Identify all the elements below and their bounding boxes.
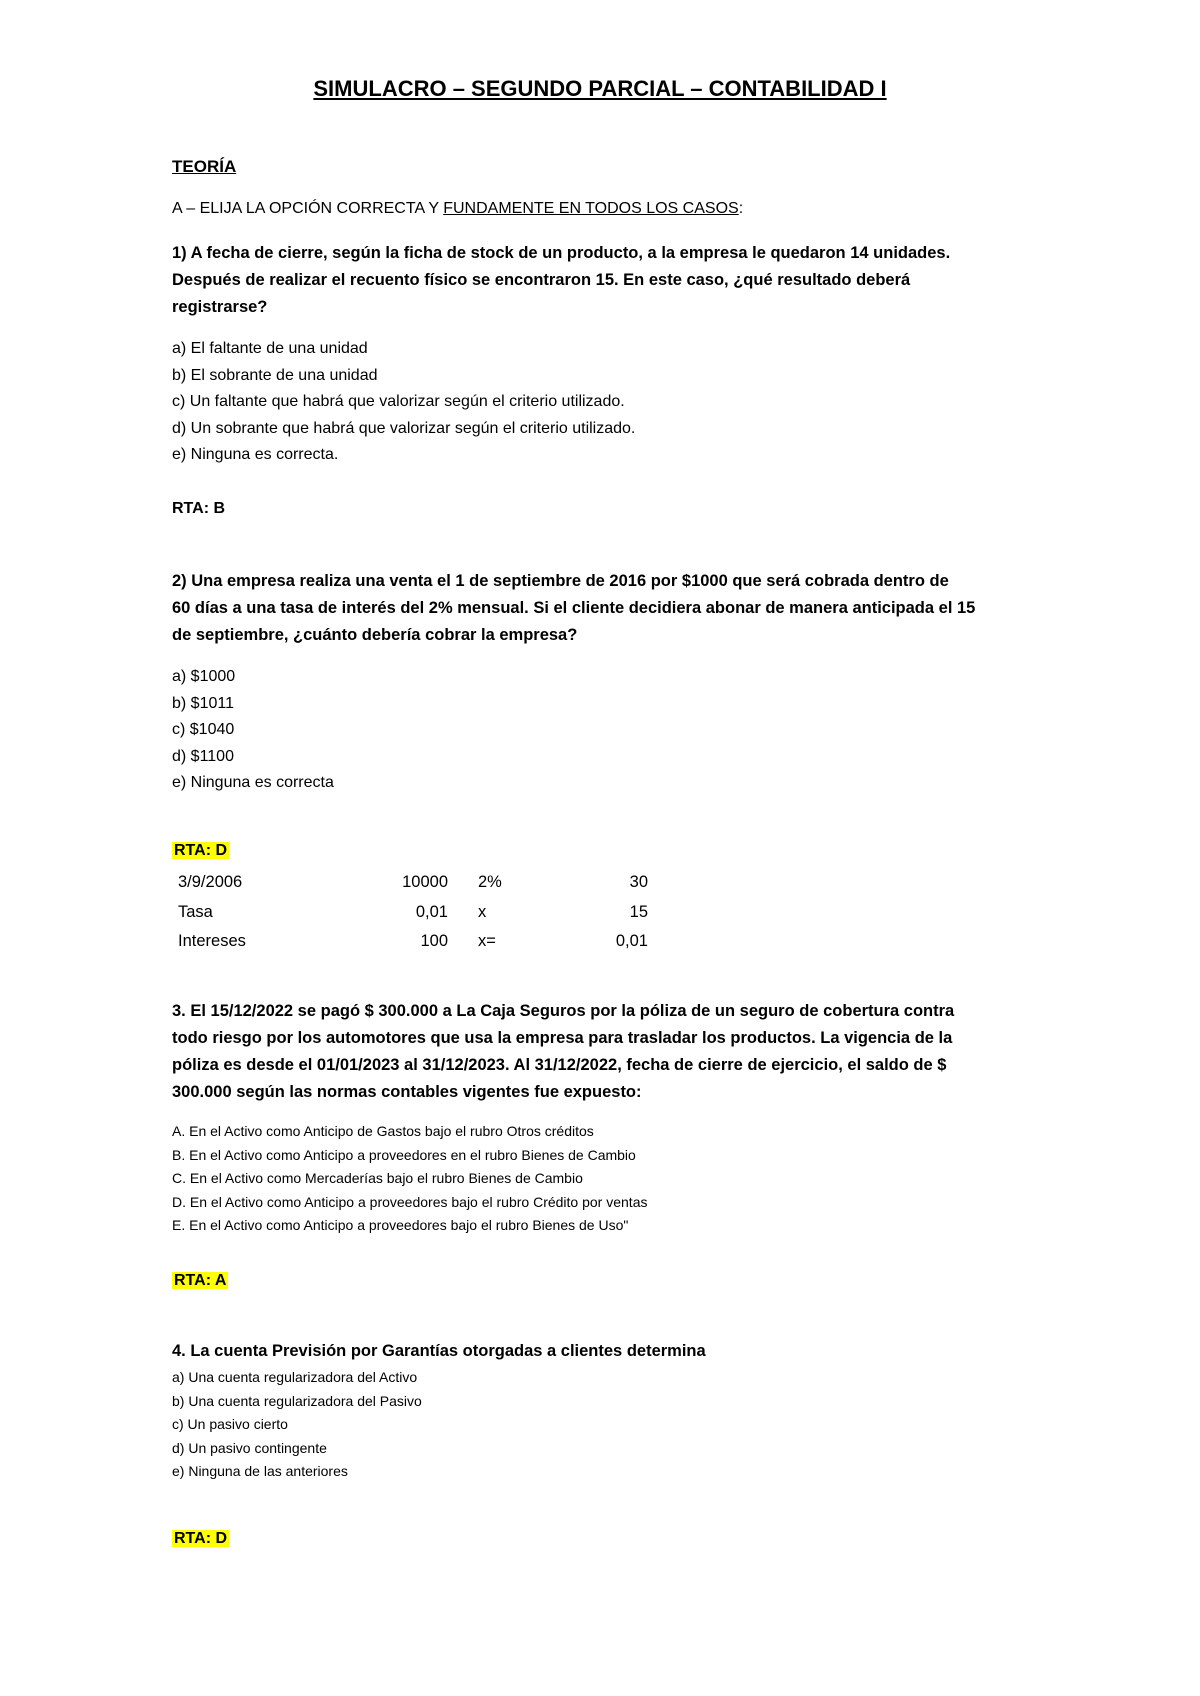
instruction-prefix: A – ELIJA LA OPCIÓN CORRECTA Y: [172, 200, 444, 217]
question-2-options: [172, 664, 334, 797]
option-item: b) Una cuenta regularizadora del Pasivo: [172, 1392, 422, 1409]
table-cell: 0,01: [415, 902, 448, 921]
question-1-line: registrarse?: [172, 298, 268, 316]
question-1-line: 1) A fecha de cierre, según la ficha de stock de un producto, a la empresa le quedaron 14 unidades.: [172, 244, 951, 262]
option-item: c) Un pasivo cierto: [172, 1416, 288, 1432]
option-item: c) $1040: [172, 721, 235, 738]
question-3-answer: [172, 1272, 228, 1290]
option-item: d) $1100: [172, 747, 234, 765]
option-item: a) $1000: [172, 668, 236, 685]
option-item: a) El faltante de una unidad: [172, 340, 368, 357]
highlighted-answer: RTA: A: [174, 1272, 227, 1289]
option-item: d) Un sobrante que habrá que valorizar según el criterio utilizado.: [172, 419, 636, 437]
question-1-answer: RTA: B: [172, 500, 226, 517]
question-4-line: 4. La cuenta Previsión por Garantías otorgadas a clientes determina: [172, 1342, 706, 1360]
option-item: b) $1011: [172, 694, 234, 712]
instruction-suffix: :: [738, 200, 744, 217]
question-2-line: 2) Una empresa realiza una venta el 1 de septiembre de 2016 por $1000 que será cobrada dentro de: [172, 572, 949, 590]
question-3: [172, 998, 954, 1106]
option-item: e) Ninguna de las anteriores: [172, 1463, 348, 1479]
table-cell: 3/9/2006: [178, 873, 243, 892]
question-3-options: [172, 1120, 647, 1238]
question-1-line: Después de realizar el recuento físico se encontraron 15. En este caso, ¿qué resultado deberá: [172, 271, 911, 289]
table-cell: 15: [629, 902, 648, 921]
option-item: B. En el Activo como Anticipo a proveedores en el rubro Bienes de Cambio: [172, 1146, 636, 1163]
option-item: e) Ninguna es correcta.: [172, 446, 339, 463]
table-row: [172, 868, 648, 898]
highlighted-answer: RTA: D: [174, 1530, 228, 1547]
table-cell: Intereses: [178, 932, 246, 951]
question-2: [172, 568, 975, 649]
instruction-line: [172, 200, 743, 218]
table-cell: 0,01: [615, 932, 648, 951]
table-cell: 30: [629, 873, 648, 892]
table-cell: x: [478, 902, 487, 921]
question-4-options: [172, 1366, 422, 1484]
option-item: d) Un pasivo contingente: [172, 1439, 327, 1456]
section-heading: TEORÍA: [172, 157, 237, 176]
question-3-line: póliza es desde el 01/01/2023 al 31/12/2023. Al 31/12/2022, fecha de cierre de ejercicio, el saldo de $: [172, 1056, 947, 1074]
highlighted-answer: RTA: D: [174, 842, 228, 859]
table-cell: 2%: [478, 873, 502, 892]
table-row: [172, 927, 648, 957]
calculation-table: [172, 868, 648, 957]
question-1: [172, 240, 950, 321]
instruction-underlined: FUNDAMENTE EN TODOS LOS CASOS: [443, 200, 739, 217]
question-4-answer: [172, 1530, 229, 1548]
table-cell: 10000: [402, 873, 448, 892]
option-item: b) El sobrante de una unidad: [172, 366, 378, 384]
question-4: [172, 1338, 706, 1365]
question-1-options: [172, 336, 635, 469]
option-item: C. En el Activo como Mercaderías bajo el rubro Bienes de Cambio: [172, 1170, 583, 1186]
question-2-line: de septiembre, ¿cuánto debería cobrar la empresa?: [172, 626, 578, 644]
question-3-line: 300.000 según las normas contables vigentes fue expuesto:: [172, 1083, 642, 1101]
table-cell: x=: [478, 932, 496, 951]
question-3-line: todo riesgo por los automotores que usa la empresa para trasladar los productos. La vigencia de la: [172, 1029, 953, 1047]
table-cell: 100: [420, 932, 448, 951]
option-item: D. En el Activo como Anticipo a proveedores bajo el rubro Crédito por ventas: [172, 1193, 648, 1210]
question-3-line: 3. El 15/12/2022 se pagó $ 300.000 a La Caja Seguros por la póliza de un seguro de cobertura contra: [172, 1002, 955, 1020]
option-item: E. En el Activo como Anticipo a proveedores bajo el rubro Bienes de Uso": [172, 1217, 629, 1233]
question-2-answer: [172, 842, 229, 860]
table-row: [172, 898, 648, 928]
option-item: a) Una cuenta regularizadora del Activo: [172, 1369, 418, 1385]
option-item: c) Un faltante que habrá que valorizar según el criterio utilizado.: [172, 393, 625, 410]
document-title: SIMULACRO – SEGUNDO PARCIAL – CONTABILIDAD I: [313, 76, 887, 101]
question-2-line: 60 días a una tasa de interés del 2% mensual. Si el cliente decidiera abonar de manera anticipada el 15: [172, 599, 976, 617]
option-item: A. En el Activo como Anticipo de Gastos bajo el rubro Otros créditos: [172, 1123, 594, 1139]
option-item: e) Ninguna es correcta: [172, 774, 334, 791]
table-cell: Tasa: [178, 902, 213, 921]
